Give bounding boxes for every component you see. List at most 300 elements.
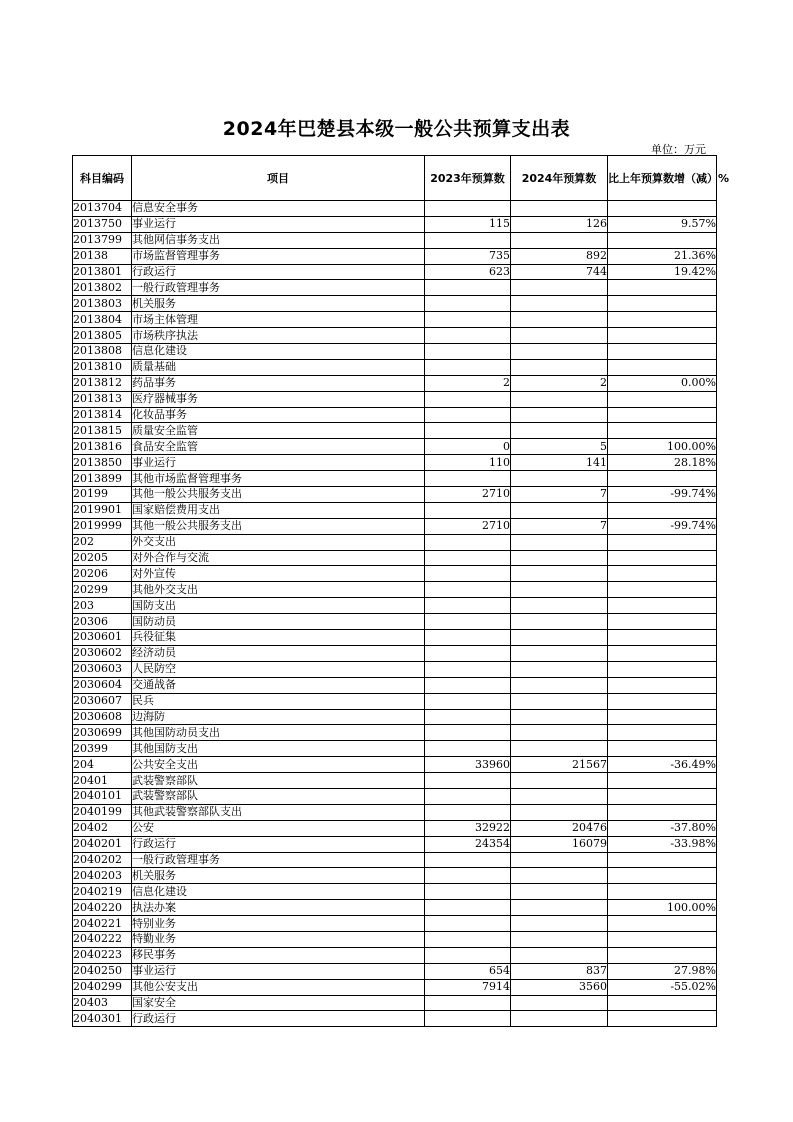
budget-2023-cell (425, 709, 511, 725)
change-cell (608, 693, 717, 709)
item-cell: 质量基础 (132, 359, 425, 375)
budget-2024-cell (511, 884, 608, 900)
change-cell (608, 773, 717, 789)
item-cell: 公安 (132, 820, 425, 836)
budget-2024-cell (511, 407, 608, 423)
budget-2024-cell (511, 900, 608, 916)
item-cell: 事业运行 (132, 455, 425, 471)
code-cell: 2013704 (73, 201, 132, 217)
change-cell (608, 804, 717, 820)
budget-2023-cell: 0 (425, 439, 511, 455)
code-cell: 2040202 (73, 852, 132, 868)
change-cell (608, 566, 717, 582)
item-cell: 其他网信事务支出 (132, 232, 425, 248)
budget-2023-cell: 2 (425, 375, 511, 391)
code-cell: 2040250 (73, 963, 132, 979)
item-cell: 行政运行 (132, 836, 425, 852)
code-cell: 2030601 (73, 630, 132, 646)
budget-2024-cell (511, 788, 608, 804)
table-row (73, 963, 717, 979)
code-cell: 2013813 (73, 391, 132, 407)
budget-2024-cell: 126 (511, 216, 608, 232)
item-cell: 其他武装警察部队支出 (132, 804, 425, 820)
budget-2024-cell (511, 550, 608, 566)
table-row (73, 455, 717, 471)
item-cell: 其他国防支出 (132, 741, 425, 757)
budget-2023-cell (425, 788, 511, 804)
table-row (73, 645, 717, 661)
budget-2024-cell (511, 201, 608, 217)
change-cell (608, 868, 717, 884)
code-cell: 20306 (73, 614, 132, 630)
budget-table (72, 155, 730, 1027)
item-cell: 人民防空 (132, 661, 425, 677)
code-cell: 20138 (73, 248, 132, 264)
table-row (73, 884, 717, 900)
budget-2024-cell (511, 582, 608, 598)
budget-2024-cell (511, 344, 608, 360)
budget-2024-cell (511, 614, 608, 630)
item-cell: 药品事务 (132, 375, 425, 391)
budget-2023-cell (425, 995, 511, 1011)
budget-2024-cell (511, 852, 608, 868)
item-cell: 事业运行 (132, 216, 425, 232)
budget-2024-cell (511, 868, 608, 884)
code-cell: 2013808 (73, 344, 132, 360)
change-cell (608, 725, 717, 741)
budget-2023-cell: 110 (425, 455, 511, 471)
code-cell: 20403 (73, 995, 132, 1011)
code-cell: 2040301 (73, 1011, 132, 1027)
budget-2023-cell (425, 1011, 511, 1027)
change-cell (608, 582, 717, 598)
item-cell: 国防支出 (132, 598, 425, 614)
item-cell: 公共安全支出 (132, 757, 425, 773)
budget-2024-cell (511, 931, 608, 947)
code-cell: 2013802 (73, 280, 132, 296)
budget-2024-cell (511, 423, 608, 439)
budget-2024-cell: 7 (511, 487, 608, 503)
budget-2023-cell: 33960 (425, 757, 511, 773)
code-cell: 2013814 (73, 407, 132, 423)
table-row (73, 804, 717, 820)
change-cell (608, 328, 717, 344)
budget-2023-cell (425, 550, 511, 566)
item-cell: 其他市场监督管理事务 (132, 471, 425, 487)
code-cell: 2040221 (73, 916, 132, 932)
budget-2023-cell (425, 852, 511, 868)
budget-2023-cell (425, 900, 511, 916)
code-cell: 2013801 (73, 264, 132, 280)
table-row (73, 582, 717, 598)
budget-2024-cell (511, 566, 608, 582)
change-cell (608, 788, 717, 804)
code-cell: 202 (73, 534, 132, 550)
table-row (73, 423, 717, 439)
change-cell (608, 502, 717, 518)
code-cell: 2013750 (73, 216, 132, 232)
budget-2024-cell (511, 296, 608, 312)
change-cell (608, 995, 717, 1011)
budget-2024-cell: 21567 (511, 757, 608, 773)
header-code: 科目编码 (73, 156, 132, 201)
budget-2023-cell: 2710 (425, 487, 511, 503)
table-row (73, 344, 717, 360)
budget-2023-cell (425, 328, 511, 344)
change-cell (608, 471, 717, 487)
change-cell (608, 201, 717, 217)
item-cell: 其他外交支出 (132, 582, 425, 598)
header-item: 项目 (132, 156, 425, 201)
budget-2023-cell (425, 201, 511, 217)
item-cell: 民兵 (132, 693, 425, 709)
budget-2023-cell (425, 868, 511, 884)
budget-2023-cell (425, 566, 511, 582)
change-cell (608, 677, 717, 693)
table-row (73, 296, 717, 312)
item-cell: 对外合作与交流 (132, 550, 425, 566)
code-cell: 2030608 (73, 709, 132, 725)
code-cell: 2030607 (73, 693, 132, 709)
budget-2023-cell (425, 344, 511, 360)
item-cell: 质量安全监管 (132, 423, 425, 439)
budget-2023-cell: 2710 (425, 518, 511, 534)
code-cell: 2030603 (73, 661, 132, 677)
budget-2023-cell (425, 598, 511, 614)
table-row (73, 995, 717, 1011)
table-row (73, 407, 717, 423)
table-row (73, 677, 717, 693)
budget-2024-cell (511, 677, 608, 693)
change-cell (608, 296, 717, 312)
item-cell: 执法办案 (132, 900, 425, 916)
change-cell (608, 312, 717, 328)
table-row (73, 1011, 717, 1027)
table-row (73, 916, 717, 932)
table-row (73, 661, 717, 677)
table-row (73, 836, 717, 852)
item-cell: 信息安全事务 (132, 201, 425, 217)
item-cell: 行政运行 (132, 1011, 425, 1027)
budget-2023-cell: 7914 (425, 979, 511, 995)
table-row (73, 232, 717, 248)
budget-2023-cell (425, 804, 511, 820)
table-row (73, 439, 717, 455)
budget-2023-cell (425, 884, 511, 900)
budget-2024-cell: 3560 (511, 979, 608, 995)
code-cell: 2013803 (73, 296, 132, 312)
budget-2023-cell (425, 232, 511, 248)
change-cell: 19.42% (608, 264, 717, 280)
change-cell (608, 931, 717, 947)
table-row (73, 979, 717, 995)
code-cell: 2013799 (73, 232, 132, 248)
change-cell (608, 359, 717, 375)
item-cell: 信息化建设 (132, 884, 425, 900)
change-cell (608, 391, 717, 407)
item-cell: 特勤业务 (132, 931, 425, 947)
item-cell: 化妆品事务 (132, 407, 425, 423)
code-cell: 2040223 (73, 947, 132, 963)
item-cell: 市场秩序执法 (132, 328, 425, 344)
budget-2024-cell (511, 232, 608, 248)
table-row (73, 900, 717, 916)
code-cell: 20199 (73, 487, 132, 503)
budget-2024-cell (511, 534, 608, 550)
item-cell: 其他公安支出 (132, 979, 425, 995)
budget-2024-cell (511, 502, 608, 518)
table-row (73, 947, 717, 963)
item-cell: 交通战备 (132, 677, 425, 693)
code-cell: 2013812 (73, 375, 132, 391)
code-cell: 203 (73, 598, 132, 614)
item-cell: 其他一般公共服务支出 (132, 518, 425, 534)
code-cell: 20206 (73, 566, 132, 582)
item-cell: 一般行政管理事务 (132, 280, 425, 296)
code-cell: 20401 (73, 773, 132, 789)
item-cell: 边海防 (132, 709, 425, 725)
table-row (73, 709, 717, 725)
budget-2024-cell (511, 630, 608, 646)
budget-2023-cell (425, 359, 511, 375)
budget-2024-cell (511, 1011, 608, 1027)
code-cell: 2040199 (73, 804, 132, 820)
code-cell: 2019999 (73, 518, 132, 534)
budget-2024-cell (511, 693, 608, 709)
change-cell (608, 709, 717, 725)
code-cell: 2013899 (73, 471, 132, 487)
budget-2023-cell (425, 614, 511, 630)
budget-2024-cell (511, 995, 608, 1011)
budget-2023-cell (425, 725, 511, 741)
change-cell (608, 280, 717, 296)
change-cell (608, 630, 717, 646)
table-row (73, 741, 717, 757)
budget-2023-cell (425, 661, 511, 677)
change-cell: -99.74% (608, 487, 717, 503)
change-cell: 21.36% (608, 248, 717, 264)
table-header-row (73, 156, 717, 201)
budget-2024-cell: 2 (511, 375, 608, 391)
budget-2024-cell (511, 312, 608, 328)
budget-2024-cell (511, 947, 608, 963)
budget-2024-cell (511, 916, 608, 932)
item-cell: 武装警察部队 (132, 773, 425, 789)
table-row (73, 502, 717, 518)
budget-2024-cell (511, 725, 608, 741)
table-row (73, 216, 717, 232)
code-cell: 2013805 (73, 328, 132, 344)
change-cell: -55.02% (608, 979, 717, 995)
budget-2023-cell (425, 312, 511, 328)
budget-2024-cell (511, 709, 608, 725)
change-cell (608, 852, 717, 868)
item-cell: 医疗器械事务 (132, 391, 425, 407)
budget-2023-cell (425, 471, 511, 487)
change-cell (608, 407, 717, 423)
code-cell: 2013810 (73, 359, 132, 375)
code-cell: 20205 (73, 550, 132, 566)
change-cell: 28.18% (608, 455, 717, 471)
budget-2023-cell: 654 (425, 963, 511, 979)
item-cell: 外交支出 (132, 534, 425, 550)
code-cell: 2030699 (73, 725, 132, 741)
budget-2024-cell: 7 (511, 518, 608, 534)
budget-2024-cell: 5 (511, 439, 608, 455)
table-row (73, 359, 717, 375)
item-cell: 特别业务 (132, 916, 425, 932)
unit-label: 单位：万元 (651, 143, 706, 156)
code-cell: 2013815 (73, 423, 132, 439)
change-cell: 0.00% (608, 375, 717, 391)
budget-2023-cell (425, 677, 511, 693)
budget-2024-cell: 837 (511, 963, 608, 979)
table-row (73, 852, 717, 868)
item-cell: 武装警察部队 (132, 788, 425, 804)
change-cell (608, 344, 717, 360)
item-cell: 经济动员 (132, 645, 425, 661)
code-cell: 2013816 (73, 439, 132, 455)
budget-2023-cell: 24354 (425, 836, 511, 852)
item-cell: 一般行政管理事务 (132, 852, 425, 868)
header-budget-2024: 2024年预算数 (511, 156, 608, 201)
budget-2024-cell (511, 359, 608, 375)
item-cell: 食品安全监管 (132, 439, 425, 455)
budget-2023-cell (425, 423, 511, 439)
table-row (73, 471, 717, 487)
item-cell: 兵役征集 (132, 630, 425, 646)
item-cell: 机关服务 (132, 296, 425, 312)
item-cell: 国家安全 (132, 995, 425, 1011)
page-title: 2024年巴楚县本级一般公共预算支出表 (222, 118, 571, 140)
table-row (73, 614, 717, 630)
code-cell: 2040219 (73, 884, 132, 900)
budget-2023-cell (425, 693, 511, 709)
change-cell: 100.00% (608, 900, 717, 916)
budget-2023-cell (425, 947, 511, 963)
table-row (73, 598, 717, 614)
table-row (73, 487, 717, 503)
table-row (73, 550, 717, 566)
table-row (73, 725, 717, 741)
code-cell: 2019901 (73, 502, 132, 518)
budget-2023-cell (425, 296, 511, 312)
change-cell: -33.98% (608, 836, 717, 852)
table-row (73, 534, 717, 550)
budget-2024-cell (511, 328, 608, 344)
table-row (73, 328, 717, 344)
budget-2023-cell (425, 391, 511, 407)
table-row (73, 693, 717, 709)
table-row (73, 931, 717, 947)
table-row (73, 518, 717, 534)
code-cell: 2013804 (73, 312, 132, 328)
code-cell: 2040201 (73, 836, 132, 852)
change-cell (608, 598, 717, 614)
header-budget-2023: 2023年预算数 (425, 156, 511, 201)
table-row (73, 391, 717, 407)
budget-2024-cell: 16079 (511, 836, 608, 852)
code-cell: 2040101 (73, 788, 132, 804)
budget-2023-cell (425, 741, 511, 757)
change-cell (608, 947, 717, 963)
code-cell: 2040222 (73, 931, 132, 947)
change-cell: 27.98% (608, 963, 717, 979)
code-cell: 20299 (73, 582, 132, 598)
change-cell (608, 645, 717, 661)
table-row (73, 280, 717, 296)
code-cell: 2040203 (73, 868, 132, 884)
table-row (73, 773, 717, 789)
budget-2023-cell (425, 502, 511, 518)
item-cell: 信息化建设 (132, 344, 425, 360)
table-row (73, 375, 717, 391)
change-cell (608, 884, 717, 900)
change-cell: -37.80% (608, 820, 717, 836)
change-cell (608, 232, 717, 248)
item-cell: 移民事务 (132, 947, 425, 963)
table-row (73, 757, 717, 773)
item-cell: 对外宣传 (132, 566, 425, 582)
budget-2024-cell (511, 661, 608, 677)
table-row (73, 264, 717, 280)
budget-2023-cell (425, 582, 511, 598)
budget-2024-cell (511, 391, 608, 407)
budget-2023-cell (425, 773, 511, 789)
code-cell: 204 (73, 757, 132, 773)
budget-2024-cell (511, 773, 608, 789)
table-row (73, 788, 717, 804)
item-cell: 国家赔偿费用支出 (132, 502, 425, 518)
table-row (73, 868, 717, 884)
code-cell: 2040220 (73, 900, 132, 916)
change-cell: 9.57% (608, 216, 717, 232)
code-cell: 2040299 (73, 979, 132, 995)
change-cell (608, 534, 717, 550)
change-cell (608, 550, 717, 566)
table-row (73, 630, 717, 646)
item-cell: 其他一般公共服务支出 (132, 487, 425, 503)
code-cell: 2030604 (73, 677, 132, 693)
change-cell: -36.49% (608, 757, 717, 773)
budget-2024-cell (511, 598, 608, 614)
item-cell: 市场监督管理事务 (132, 248, 425, 264)
item-cell: 其他国防动员支出 (132, 725, 425, 741)
change-cell (608, 423, 717, 439)
change-cell: 100.00% (608, 439, 717, 455)
table-body (73, 201, 717, 1027)
budget-2023-cell (425, 630, 511, 646)
budget-2024-cell: 744 (511, 264, 608, 280)
budget-2023-cell (425, 280, 511, 296)
table-row (73, 312, 717, 328)
budget-2023-cell: 735 (425, 248, 511, 264)
item-cell: 事业运行 (132, 963, 425, 979)
budget-2023-cell (425, 645, 511, 661)
table-row (73, 248, 717, 264)
budget-2023-cell (425, 534, 511, 550)
code-cell: 20399 (73, 741, 132, 757)
budget-2024-cell: 141 (511, 455, 608, 471)
header-change: 比上年预算数增（减）% (608, 156, 717, 201)
item-cell: 机关服务 (132, 868, 425, 884)
code-cell: 2013850 (73, 455, 132, 471)
budget-2024-cell (511, 645, 608, 661)
budget-2024-cell: 892 (511, 248, 608, 264)
change-cell (608, 661, 717, 677)
item-cell: 市场主体管理 (132, 312, 425, 328)
change-cell (608, 1011, 717, 1027)
